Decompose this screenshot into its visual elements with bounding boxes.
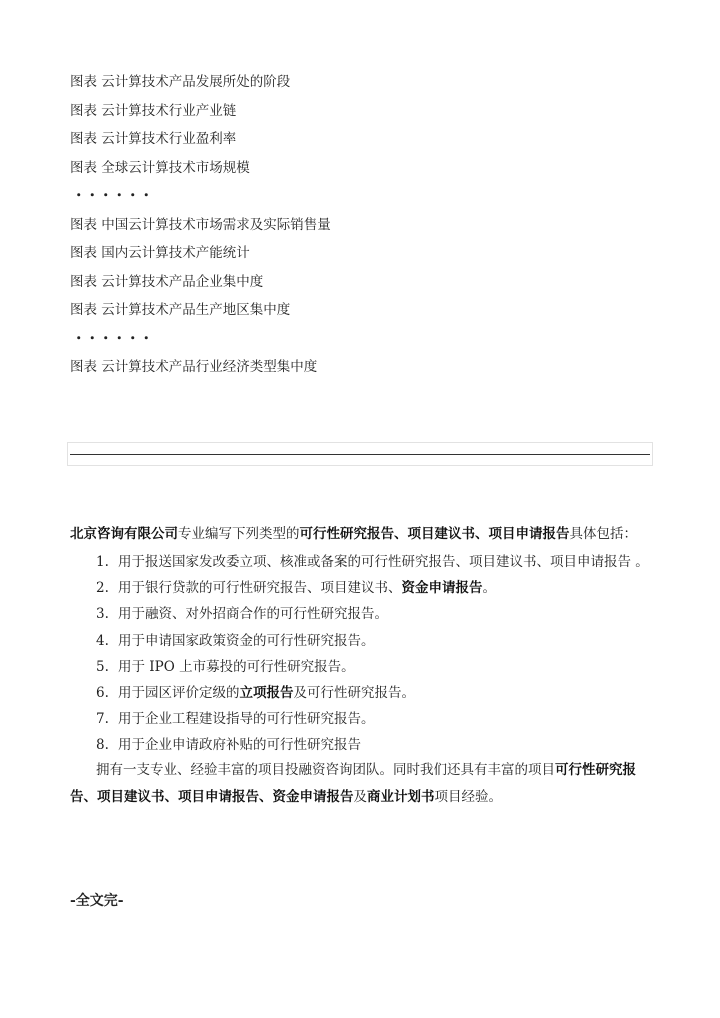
figure-prefix: 图表 bbox=[70, 273, 97, 290]
figure-title: 云计算技术产品企业集中度 bbox=[101, 273, 264, 290]
item-number: 6. bbox=[96, 685, 109, 702]
figure-list-item bbox=[70, 296, 331, 325]
figure-title: 云计算技术产品发展所处的阶段 bbox=[101, 74, 291, 90]
closing-text-tail: 项目经验。 bbox=[434, 788, 502, 805]
item-text: 用于融资、对外招商合作的可行性研究报告。 bbox=[118, 606, 388, 623]
item-number: 8. bbox=[96, 737, 109, 754]
intro-paragraph bbox=[70, 522, 637, 542]
figure-list-item bbox=[70, 268, 331, 297]
list-item bbox=[96, 549, 649, 575]
item-text: 用于园区评价定级的 bbox=[118, 685, 240, 702]
closing-text-and: 及 bbox=[353, 788, 367, 805]
figure-list-item bbox=[70, 353, 331, 382]
list-item bbox=[96, 654, 649, 680]
intro-text-tail: 具体包括： bbox=[569, 526, 637, 542]
figure-title: 全球云计算技术市场规模 bbox=[101, 159, 250, 176]
figure-title: 中国云计算技术市场需求及实际销售量 bbox=[101, 216, 331, 233]
company-name: 北京咨询有限公司 bbox=[70, 526, 178, 542]
service-list bbox=[96, 549, 649, 759]
horizontal-rule bbox=[70, 454, 650, 455]
item-bold-text: 资金申请报告 bbox=[401, 580, 483, 597]
figure-title: 云计算技术行业盈利率 bbox=[101, 131, 237, 147]
list-item bbox=[96, 706, 649, 732]
figure-prefix: 图表 bbox=[70, 359, 97, 375]
figure-prefix: 图表 bbox=[70, 74, 97, 90]
intro-text: 专业编写下列类型的 bbox=[178, 526, 300, 542]
figure-title: 云计算技术产品生产地区集中度 bbox=[101, 302, 291, 318]
item-text: 用于企业申请政府补贴的可行性研究报告 bbox=[118, 737, 361, 754]
item-tail: 及可行性研究报告。 bbox=[293, 685, 415, 702]
closing-bold-business-plan: 商业计划书 bbox=[367, 788, 435, 805]
figure-list-item bbox=[70, 239, 331, 268]
item-number: 1. bbox=[96, 554, 109, 570]
figure-title: 云计算技术产品行业经济类型集中度 bbox=[101, 359, 318, 375]
figure-title: 云计算技术行业产业链 bbox=[101, 102, 237, 119]
item-text: 用于报送国家发改委立项、核准或备案的可行性研究报告、项目建议书、项目申请报告 。 bbox=[118, 554, 649, 570]
figure-prefix: 图表 bbox=[70, 159, 97, 176]
item-number: 3. bbox=[96, 606, 109, 623]
item-number: 2. bbox=[96, 580, 109, 597]
list-item bbox=[96, 601, 649, 627]
closing-bold-services: 可行性研究报告、项目建议书、项目申请报告、资金申请报告 bbox=[70, 762, 636, 805]
item-tail: 。 bbox=[482, 580, 496, 597]
figure-prefix: 图表 bbox=[70, 245, 97, 261]
list-item bbox=[96, 680, 649, 706]
figure-list-item bbox=[70, 211, 331, 240]
figure-list-item bbox=[70, 97, 331, 126]
figure-title: 国内云计算技术产能统计 bbox=[101, 245, 250, 261]
separator-box bbox=[67, 442, 653, 466]
item-text: 用于 IPO 上市募投的可行性研究报告。 bbox=[118, 658, 355, 675]
closing-paragraph bbox=[70, 757, 640, 810]
figure-list-item bbox=[70, 125, 331, 154]
figure-list-item bbox=[70, 154, 331, 183]
figure-prefix: 图表 bbox=[70, 102, 97, 119]
figure-prefix: 图表 bbox=[70, 302, 97, 318]
ellipsis-dots: ・・・・・・ bbox=[72, 188, 153, 204]
figure-list-item bbox=[70, 68, 331, 97]
ellipsis-dots: ・・・・・・ bbox=[72, 330, 153, 347]
item-bold-text: 立项报告 bbox=[239, 685, 294, 702]
item-number: 4. bbox=[96, 632, 109, 649]
list-item bbox=[96, 628, 649, 654]
end-mark: -全文完- bbox=[70, 893, 124, 909]
item-text: 用于申请国家政策资金的可行性研究报告。 bbox=[118, 632, 375, 649]
figure-prefix: 图表 bbox=[70, 131, 97, 147]
intro-bold-services: 可行性研究报告、项目建议书、项目申请报告 bbox=[299, 526, 570, 542]
item-text: 用于企业工程建设指导的可行性研究报告。 bbox=[118, 711, 375, 728]
item-text: 用于银行贷款的可行性研究报告、项目建议书、 bbox=[118, 580, 402, 597]
item-number: 5. bbox=[96, 658, 109, 675]
list-item bbox=[96, 575, 649, 601]
figure-prefix: 图表 bbox=[70, 216, 97, 233]
figure-list bbox=[70, 68, 331, 382]
closing-text: 拥有一支专业、经验丰富的项目投融资咨询团队。同时我们还具有丰富的项目 bbox=[96, 762, 555, 778]
item-number: 7. bbox=[96, 711, 109, 728]
list-item bbox=[96, 732, 649, 758]
